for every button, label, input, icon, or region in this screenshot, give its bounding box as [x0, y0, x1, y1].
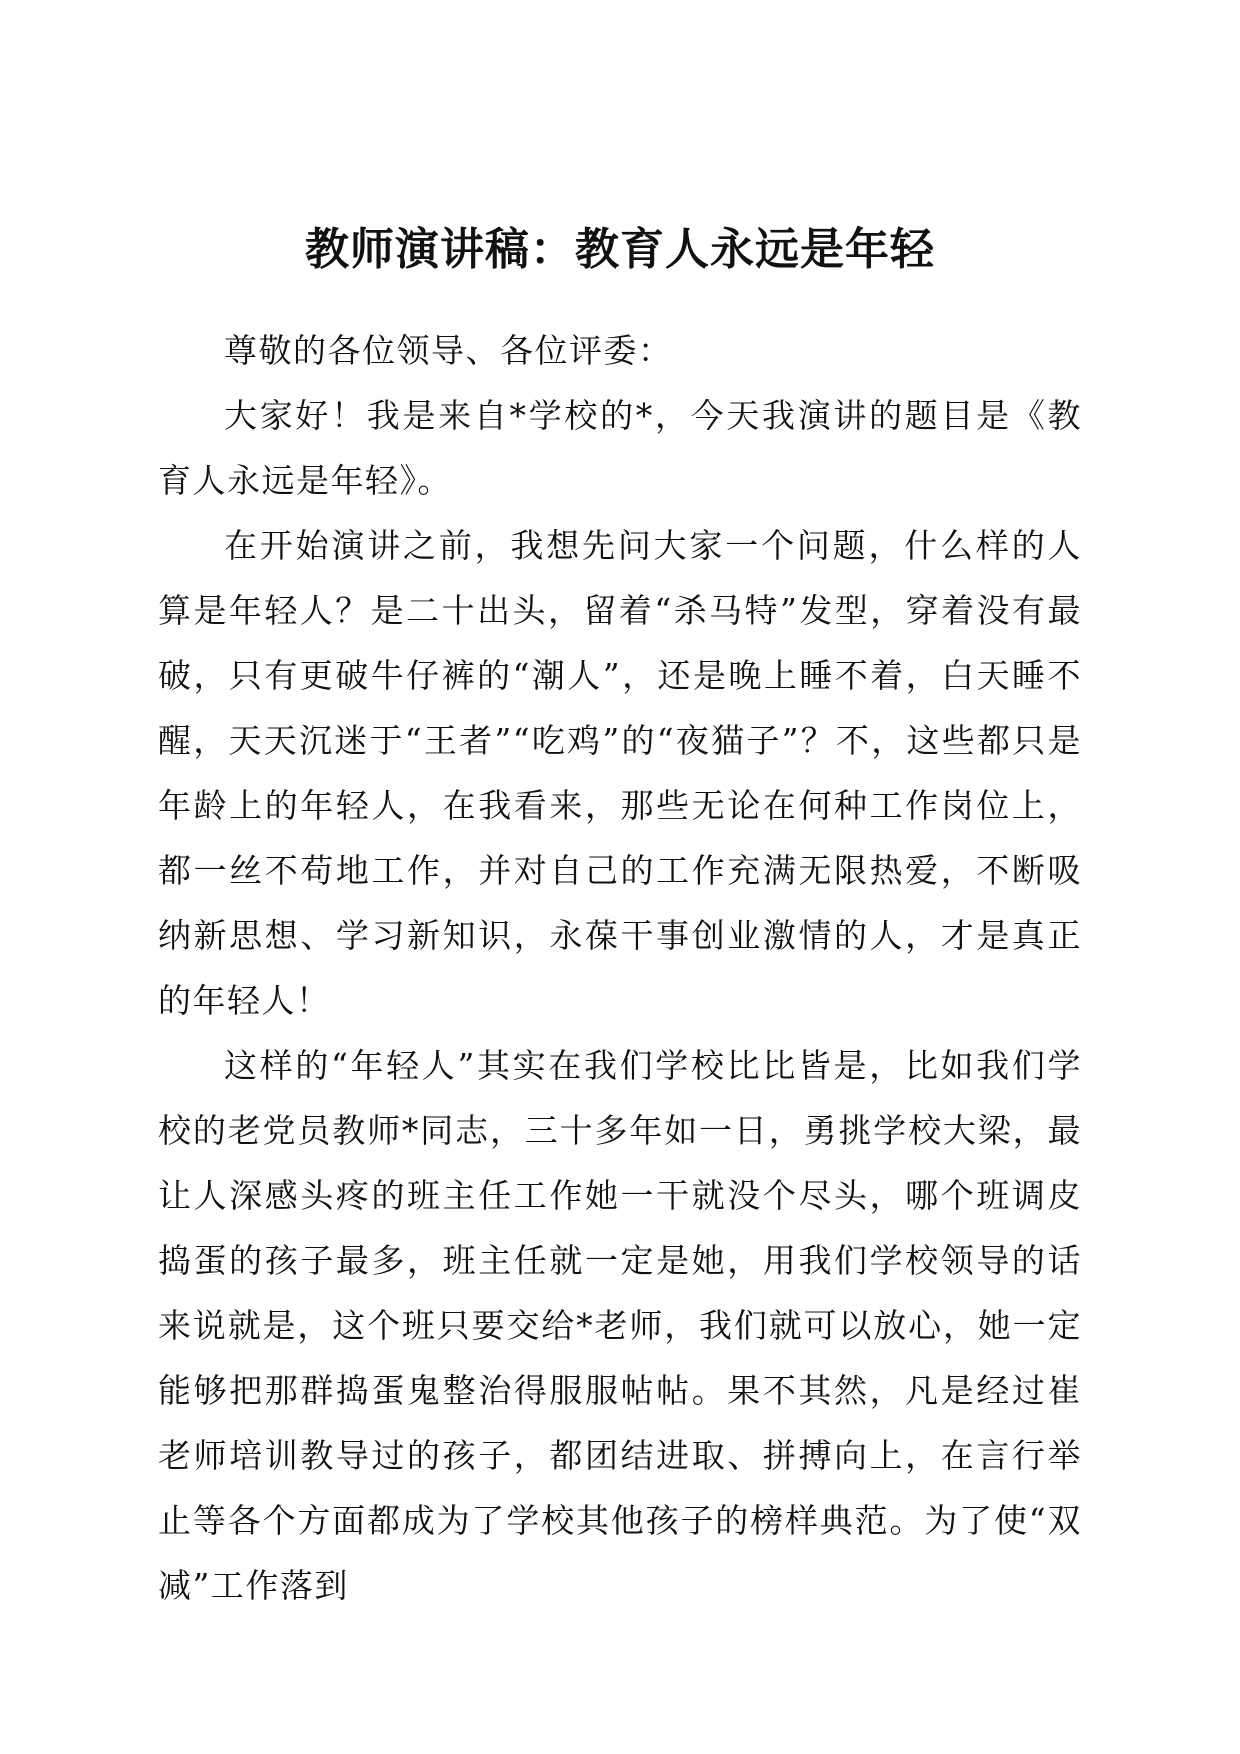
- paragraph-example: 这样的“年轻人”其实在我们学校比比皆是，比如我们学校的老党员教师*同志，三十多年如一日，勇挑学校大梁，最让人深感头疼的班主任工作她一干就没个尽头，哪个班调皮捣蛋的孩子最多，班主任就一定是她，用我们学校领导的话来说就是，这个班只要交给*老师，我们就可以放心，她一定能够把那群捣蛋鬼整治得服服帖帖。果不其然，凡是经过崔老师培训教导过的孩子，都团结进取、拼搏向上，在言行举止等各个方面都成为了学校其他孩子的榜样典范。为了使“双减”工作落到: [158, 1046, 1082, 1605]
- paragraph-greeting: 大家好！我是来自*学校的*，今天我演讲的题目是《教育人永远是年轻》。: [158, 396, 1082, 500]
- document-body: [158, 318, 1082, 1618]
- paragraph-question: 在开始演讲之前，我想先问大家一个问题，什么样的人算是年轻人？是二十出头，留着“杀马特”发型，穿着没有最破，只有更破牛仔裤的“潮人”，还是晚上睡不着，白天睡不醒，天天沉迷于“王者”“吃鸡”的“夜猫子”？不，这些都只是年龄上的年轻人，在我看来，那些无论在何种工作岗位上，都一丝不苟地工作，并对自己的工作充满无限热爱，不断吸纳新思想、学习新知识，永葆干事创业激情的人，才是真正的年轻人！: [158, 526, 1082, 1020]
- paragraph-salutation: 尊敬的各位领导、各位评委：: [224, 331, 673, 370]
- document-title: 教师演讲稿：教育人永远是年轻: [305, 224, 935, 275]
